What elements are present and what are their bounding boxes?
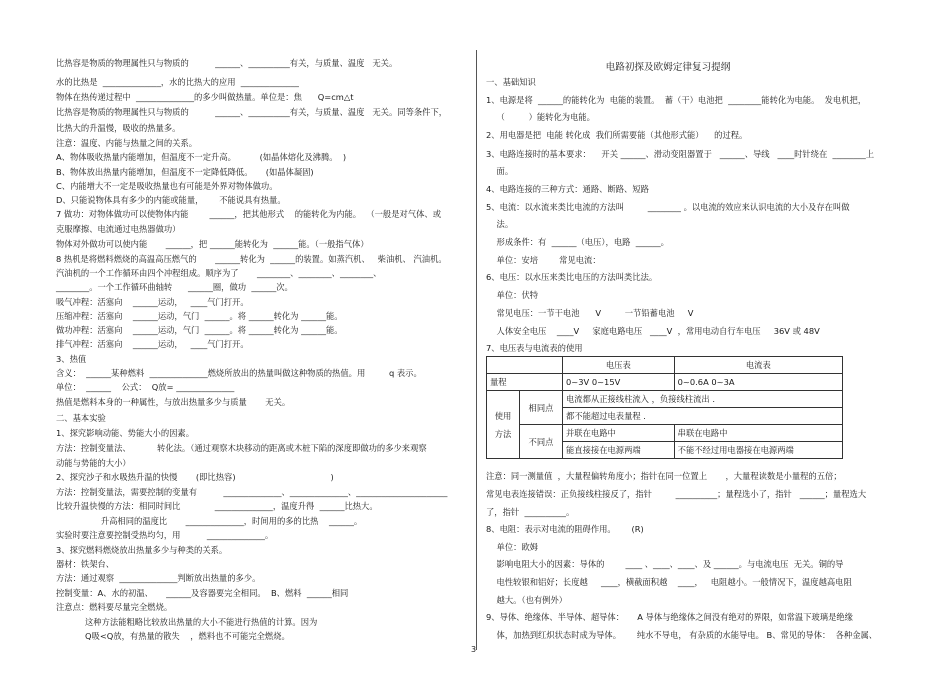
left-text-line: 控制变量：A、水的初温、 ______及容器要完全相同。 B、燃料 ______相同	[56, 588, 349, 598]
same-label: 相同点	[520, 391, 563, 425]
right-text-line: 人体安全电压 ____V 家庭电路电压 ____V ，常用电动自行车电压 36V 或 48V	[486, 326, 820, 336]
right-text-line: 9、导体、绝缘体、半导体、超导体： A 导体与绝缘体之间没有绝对的界限，如常温下玻璃是绝缘	[486, 612, 853, 622]
left-text-line: D、只能说物体具有多少的内能或能量， 不能说具有热量。	[56, 195, 286, 205]
left-text-line: 这种方法能粗略比较放出热量的大小不能进行热值的计算。因为	[56, 617, 318, 627]
left-text-line: 含义： ______某种燃料 ______________燃烧所放出的热量叫做这种物质的热值。用 q 表示。	[56, 368, 422, 378]
right-text-line: 单位：欧姆	[486, 542, 539, 552]
table-row	[487, 391, 843, 408]
left-text-line: 压缩冲程：活塞向 ______运动，气门 ______。将 ______转化为 ______能。	[56, 311, 343, 321]
right-text-line: 一、基础知识	[486, 77, 536, 87]
right-text-line: 6、电压：以水压来类比电压的方法叫类比法。	[486, 272, 658, 282]
left-text-line: 水的比热是 ______________，水的比热大的应用 ______________	[56, 77, 299, 87]
right-text-line: 注意：同一测量值 ，大量程偏转角度小；指针在同一位置上 ，大量程读数是小量程的五倍；	[486, 471, 842, 481]
right-text-line: 8、电阻：表示对电流的阻碍作用。 (R)	[486, 524, 644, 534]
column-divider	[476, 50, 477, 650]
left-text-line: 实验时要注意要控制受热均匀，用 ______________。	[56, 530, 274, 540]
left-text-line: A、物体吸收热量内能增加，但温度不一定升高。 (如晶体熔化及沸腾。 )	[56, 152, 347, 162]
right-text-line: 单位：安培 常见电流：	[486, 255, 601, 265]
range-voltmeter: 0~3V 0~15V	[563, 374, 675, 391]
left-text-line: 比热容是物质的物理属性只与物质的 ______、__________有关，与质量、温度 无关。	[56, 58, 398, 68]
table-row	[487, 357, 843, 374]
right-text-line: 单位：伏特	[486, 290, 539, 300]
right-text-line: 1、电源是将 ______的能转化为 电能的装置。 蓄（干）电池把 ________能转化为电能。 发电机把，	[486, 95, 867, 105]
left-text-line: 2、探究沙子和水吸热升温的快慢 (即比热容) )	[56, 472, 334, 482]
left-text-line: 克服摩擦、电流通过电热器做功）	[56, 224, 181, 234]
diff-ammeter-1: 串联在电路中	[674, 425, 842, 442]
table-header-voltmeter: 电压表	[563, 357, 675, 374]
right-text-line: 了，指针 __________。	[486, 507, 575, 517]
left-text-line: 比较升温快慢的方法：相同时间比 ______________，温度升得 ______比热大。	[56, 501, 378, 511]
left-text-line: 比热容是物质的物理属性只与物质的 ______、__________有关，与质量、温度 无关。同等条件下，	[56, 107, 448, 117]
right-text-line: 法。	[486, 219, 514, 229]
table-row	[487, 374, 843, 391]
right-text-line: （ ）能转化为电能。	[486, 112, 595, 122]
method-label: 使用 方法	[487, 391, 520, 459]
right-text-line: 面。	[486, 166, 514, 176]
left-text-line: 注意点：燃料要尽量完全燃烧。	[56, 602, 173, 612]
diff-label: 不同点	[520, 425, 563, 459]
left-text-line: 器材：铁架台、	[56, 559, 115, 569]
right-text-line: 体，加热到红炽状态时成为导体。 纯水不导电， 有杂质的水能导电。 B、常见的导体： 各种金属、	[486, 630, 878, 640]
table-header-ammeter: 电流表	[674, 357, 842, 374]
left-text-line: 升高相同的温度比 ______________，时间用的多的比热 ______。	[56, 516, 363, 526]
right-section-title: 电路初探及欧姆定律复习提纲	[605, 62, 731, 73]
left-text-line: 做功冲程：活塞向 ______运动，气门 ______。将 ______转化为 ______能。	[56, 325, 343, 335]
left-text-line: 汽油机的一个工作循环由四个冲程组成。顺序为了 ________、________、________、	[56, 268, 382, 278]
left-text-line: ________。一个工作循环曲轴转 ______圈，做功 ______次。	[56, 282, 293, 292]
left-text-line: C、内能增大不一定是吸收热量也有可能是外界对物体做功。	[56, 181, 278, 191]
right-text-line: 7、电压表与电流表的使用	[486, 343, 583, 353]
left-text-line: 吸气冲程：活塞向 ______运动， ____气门打开。	[56, 297, 249, 307]
left-text-line: 方法：通过观察 ______________判断放出热量的多少。	[56, 573, 261, 583]
right-text-line: 5、电流：以水流来类比电流的方法叫 ________ 。以电流的效应来认识电流的大小及存在叫做	[486, 202, 850, 212]
diff-voltmeter-1: 并联在电路中	[563, 425, 675, 442]
meter-comparison-table	[486, 356, 843, 459]
left-text-line: 物体对外做功可以使内能 ______，把 ______能转化为 ______能。（一般指气体）	[56, 239, 369, 249]
left-text-line: 1、探究影响动能、势能大小的因素。	[56, 428, 195, 438]
diff-voltmeter-2: 能直接接在电源两端	[563, 442, 675, 459]
left-text-line: 二、基本实验	[56, 413, 106, 423]
left-text-line: 单位： ______ 公式： Q放= ______________	[56, 382, 235, 392]
left-text-line: 注意：温度、内能与热量之间的关系。	[56, 138, 198, 148]
same-point-1: 电流都从正接线柱流入 ，负接线柱流出 .	[563, 391, 843, 408]
left-text-line: 物体在热传递过程中 ______________的多少叫做热量。单位是：焦 Q=cm△t	[56, 92, 354, 102]
page-number: 3	[471, 645, 477, 654]
left-text-line: 动能与势能的大小）	[56, 458, 131, 468]
left-text-line: B、物体放出热量内能增加，但温度不一定降低降低。 (如晶体凝固)	[56, 167, 314, 177]
right-text-line: 4、电路连接的三种方式：通路、断路、短路	[486, 184, 649, 194]
left-text-line: 3、热值	[56, 354, 87, 364]
left-text-line: 热值是燃料本身的一种属性，与放出热量多少与质量 无关。	[56, 397, 291, 407]
range-ammeter: 0~0.6A 0~3A	[674, 374, 842, 391]
left-text-line: 3、探究燃料燃烧放出热量多少与种类的关系。	[56, 545, 228, 555]
table-row	[487, 425, 843, 442]
left-text-line: 8 热机是将燃料燃烧的高温高压燃气的 ______转化为 ______的装置。如蒸汽机、 柴油机、 汽油机。	[56, 254, 447, 264]
range-label: 量程	[487, 374, 563, 391]
right-text-line: 常见电表连接错误：正负接线柱接反了，指针 __________；量程选小了，指针 ______；量程选大	[486, 489, 867, 499]
right-text-line: 影响电阻大小的因素：导体的 ____ 、____、____、及 ______。与电流电压 无关。铜的导	[486, 559, 844, 569]
left-text-line: 排气冲程：活塞向 ______运动， ____气门打开。	[56, 339, 249, 349]
right-text-line: 2、用电器是把 电能 转化成 我们所需要能（其他形式能） 的过程。	[486, 130, 748, 140]
right-text-line: 电性较银和铝好；长度越 ____，横截面积越 ____， 电阻越小。一般情况下，温度越高电阻	[486, 577, 852, 587]
diff-ammeter-2: 不能不经过用电器接在电源两端	[674, 442, 842, 459]
left-text-line: Q吸<Q放，有热量的散失 ，燃料也不可能完全燃烧。	[56, 631, 290, 641]
left-text-line: 7 做功：对物体做功可以使物体内能 ______，把其他形式 的能转化为内能。 （一般是对气体、或	[56, 209, 442, 219]
same-point-2: 都不能超过电表量程 .	[563, 408, 843, 425]
left-text-line: 方法：控制变量法，需要控制的变量有 ______________、______________、______________________	[56, 487, 448, 497]
left-text-line: 比热大的升温慢，吸收的热量多。	[56, 123, 181, 133]
right-text-line: 形成条件：有 ______（电压），电路 ______。	[486, 237, 669, 247]
left-text-line: 方法：控制变量法、 转化法。（通过观察木块移动的距离或木桩下陷的深度即做功的多少来观察	[56, 443, 427, 453]
right-text-line: 3、电路连接时的基本要求： 开关 ______、滑动变阻器置于 ______、导线 ____时针绕在 ________上	[486, 149, 875, 159]
right-text-line: 越大。（也有例外）	[486, 595, 568, 605]
right-text-line: 常见电压：一节干电池 V 一节铅蓄电池 V	[486, 308, 694, 318]
